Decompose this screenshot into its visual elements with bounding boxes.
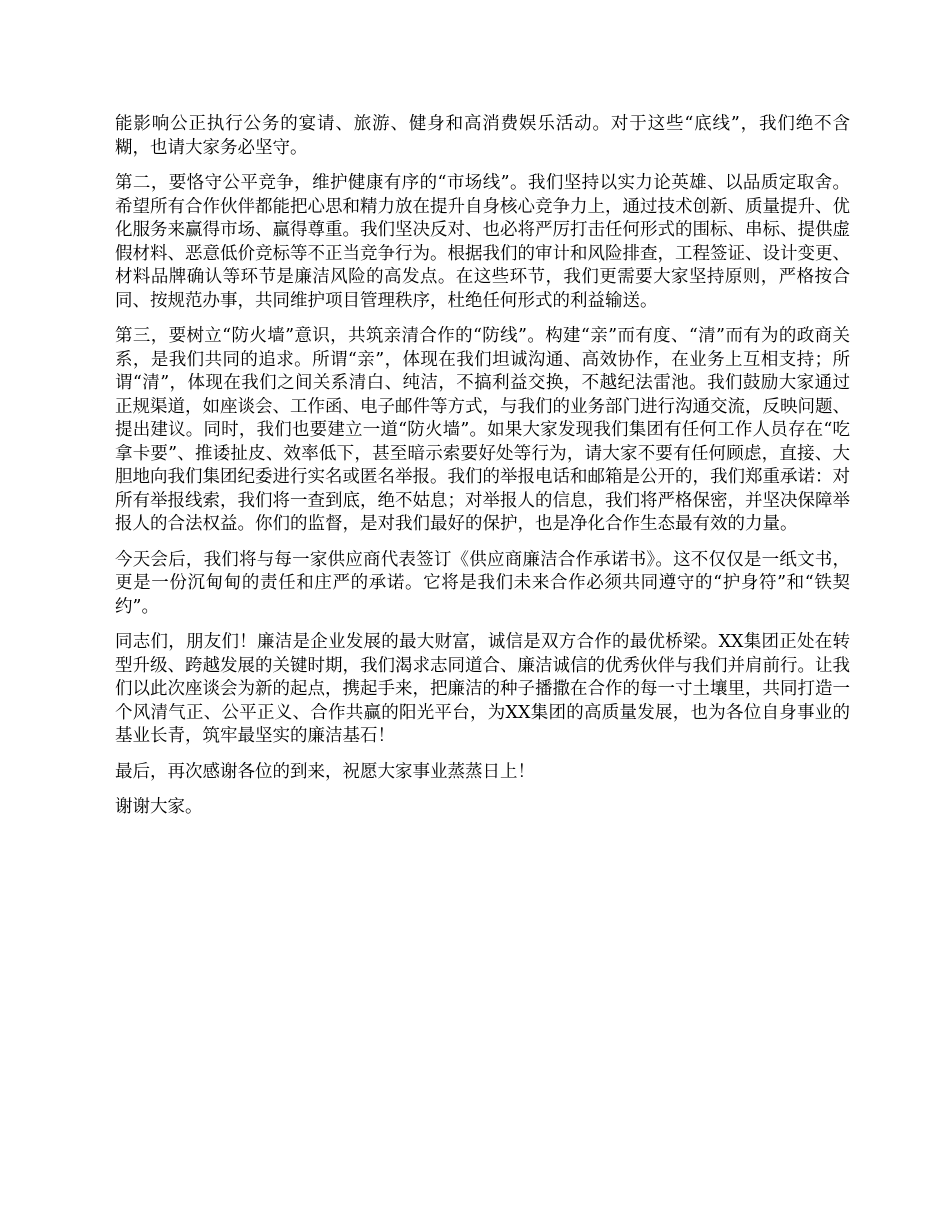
paragraph-appeal: 同志们，朋友们！廉洁是企业发展的最大财富，诚信是双方合作的最优桥梁。XX集团正处在转型升级、跨越发展的关键时期，我们渴求志同道合、廉洁诚信的优秀伙伴与我们并肩前行。让我们以此次座谈会为新的起点，携起手来，把廉洁的种子播撒在合作的每一寸土壤里，共同打造一个风清气正、公平正义、合作共赢的阳光平台，为XX集团的高质量发展，也为各位自身事业的基业长青，筑牢最坚实的廉洁基石！: [115, 632, 850, 746]
paragraph-firewall: 第三，要树立“防火墙”意识，共筑亲清合作的“防线”。构建“亲”而有度、“清”而有为的政商关系，是我们共同的追求。所谓“亲”，体现在我们坦诚沟通、高效协作，在业务上互相支持；所谓“清”，体现在我们之间关系清白、纯洁，不搞利益交换，不越纪法雷池。我们鼓励大家通过正规渠道，如座谈会、工作函、电子邮件等方式，与我们的业务部门进行沟通交流，反映问题、提出建议。同时，我们也要建立一道“防火墙”。如果大家发现我们集团有任何工作人员存在“吃拿卡要”、推诿扯皮、效率低下，甚至暗示索要好处等行为，请大家不要有任何顾虑，直接、大胆地向我们集团纪委进行实名或匿名举报。我们的举报电话和邮箱是公开的，我们郑重承诺：对所有举报线索，我们将一查到底，绝不姑息；对举报人的信息，我们将严格保密，并坚决保障举报人的合法权益。你们的监督，是对我们最好的保护，也是净化合作生态最有效的力量。: [115, 326, 850, 534]
paragraph-fair-competition: 第二，要恪守公平竞争，维护健康有序的“市场线”。我们坚持以实力论英雄、以品质定取舍。希望所有合作伙伴都能把心思和精力放在提升自身核心竞争力上，通过技术创新、质量提升、优化服务来赢得市场、赢得尊重。我们坚决反对、也必将严厉打击任何形式的围标、串标、提供虚假材料、恶意低价竞标等不正当竞争行为。根据我们的审计和风险排查，工程签证、设计变更、材料品牌确认等环节是廉洁风险的高发点。在这些环节，我们更需要大家坚持原则，严格按合同、按规范办事，共同维护项目管理秩序，杜绝任何形式的利益输送。: [115, 173, 850, 311]
document-body: [115, 113, 850, 832]
paragraph-closing: 谢谢大家。: [115, 797, 203, 817]
paragraph-thanks: 最后，再次感谢各位的到来，祝愿大家事业蒸蒸日上！: [115, 761, 535, 782]
paragraph-continuation: 能影响公正执行公务的宴请、旅游、健身和高消费娱乐活动。对于这些“底线”，我们绝不含糊，也请大家务必坚守。: [115, 114, 850, 158]
paragraph-commitment-letter: 今天会后，我们将与每一家供应商代表签订《供应商廉洁合作承诺书》。这不仅仅是一纸文书，更是一份沉甸甸的责任和庄严的承诺。它将是我们未来合作必须共同遵守的“护身符”和“铁契约”。: [115, 549, 850, 617]
